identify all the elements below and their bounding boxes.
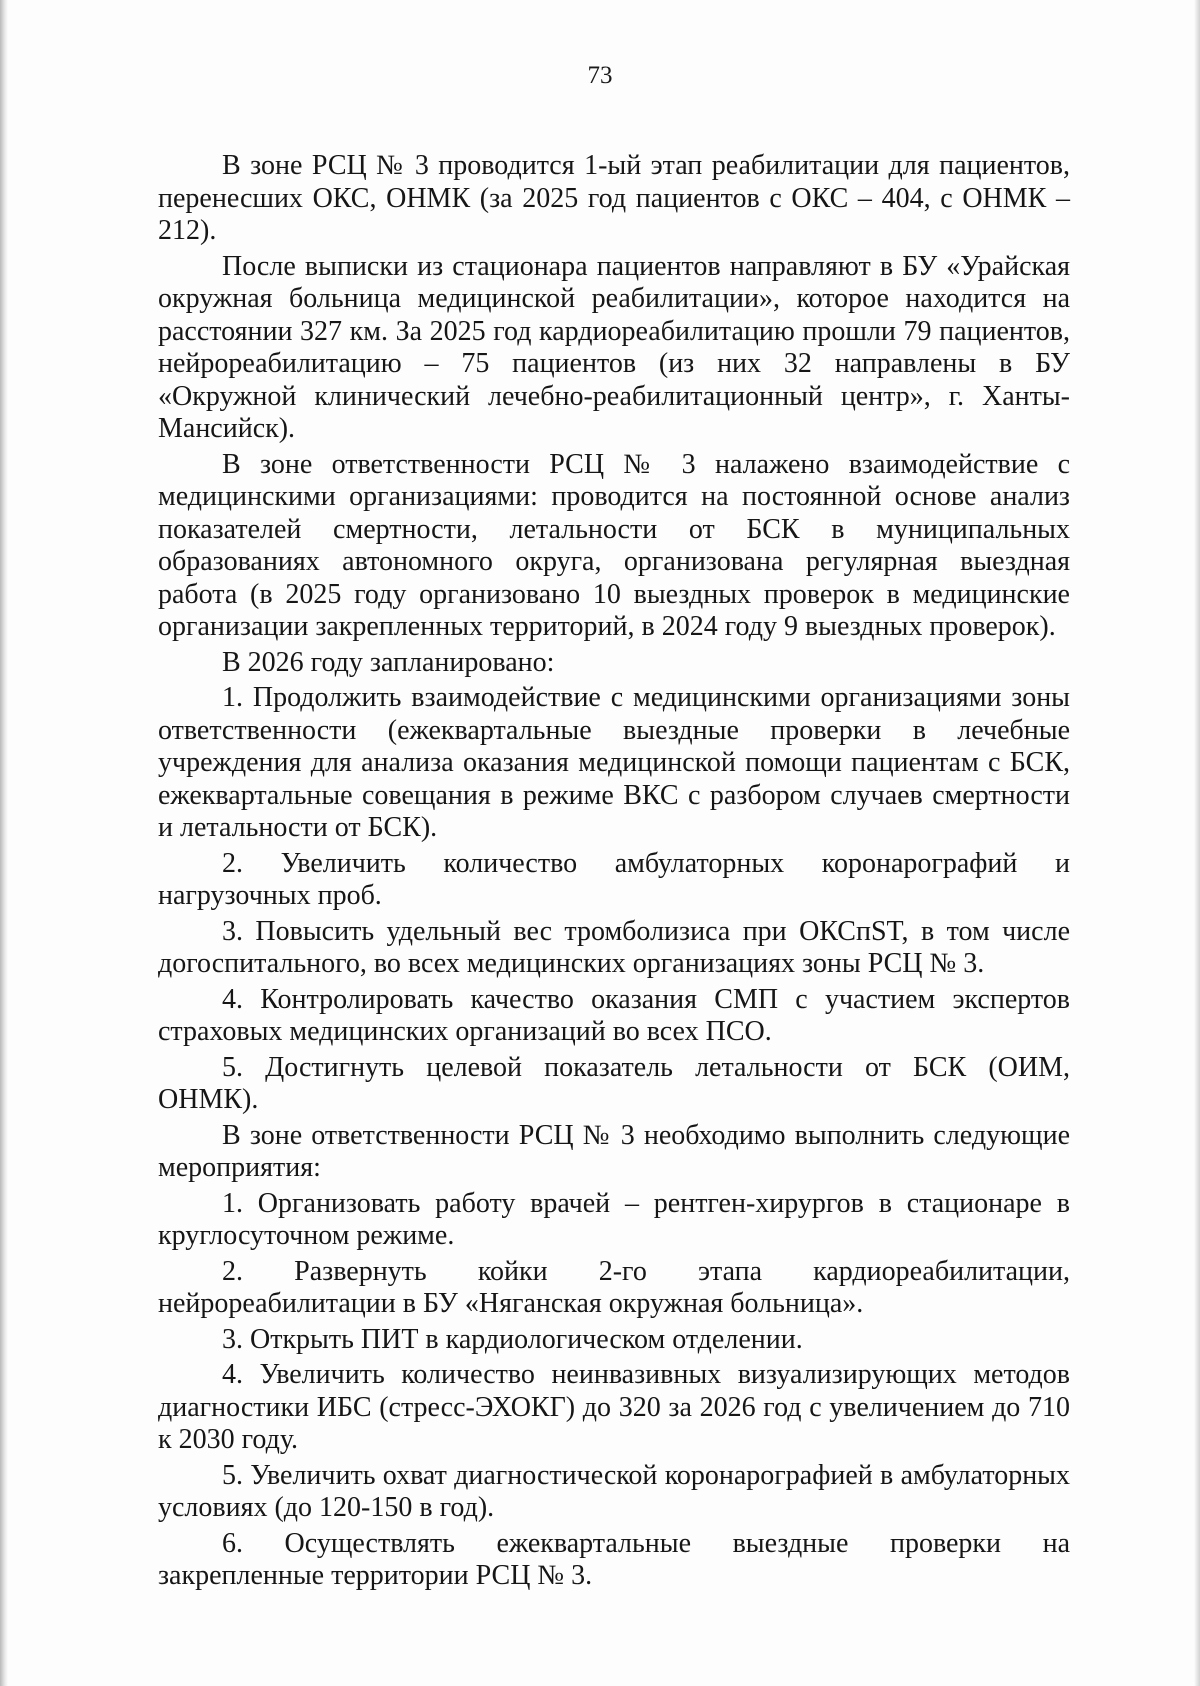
paragraph-cooperation: В зоне ответственности РСЦ № 3 налажено взаимодействие с медицинскими организациями: проводится на постоянной основе анализ показателей смертности, летальности от БСК в муниципальных образованиях автономного округа, организована регулярная выездная работа (в 2025 году организовано 10 выездных проверок в медицинские организации закрепленных территорий, в 2024 году 9 выездных проверок). xyxy=(158,448,1070,642)
plan-item-1: 1. Продолжить взаимодействие с медицинскими организациями зоны ответственности (ежеквартальные выездные проверки в лечебные учреждения для анализа оказания медицинской помощи пациентам с БСК, ежеквартальные совещания в режиме ВКС с разбором случаев смертности и летальности от БСК). xyxy=(158,682,1070,843)
document-body xyxy=(158,150,1070,1596)
scan-edge-right xyxy=(1194,0,1200,1686)
measure-item-4: 4. Увеличить количество неинвазивных визуализирующих методов диагностики ИБС (стресс-ЭХОКГ) до 320 за 2026 год с увеличением до 710 к 2030 году. xyxy=(158,1359,1070,1455)
paragraph-required-measures: В зоне ответственности РСЦ № 3 необходимо выполнить следующие мероприятия: xyxy=(158,1119,1070,1183)
measure-item-6: 6. Осуществлять ежеквартальные выездные проверки на закрепленные территории РСЦ № 3. xyxy=(158,1527,1070,1591)
plan-item-4: 4. Контролировать качество оказания СМП с участием экспертов страховых медицинских организаций во всех ПСО. xyxy=(158,983,1070,1047)
measure-item-2: 2. Развернуть койки 2-го этапа кардиореабилитации, нейрореабилитации в БУ «Няганская окружная больница». xyxy=(158,1255,1070,1319)
measure-item-1: 1. Организовать работу врачей – рентген-хирургов в стационаре в круглосуточном режиме. xyxy=(158,1187,1070,1251)
plan-item-3: 3. Повысить удельный вес тромболизиса при ОКСпST, в том числе догоспитального, во всех медицинских организациях зоны РСЦ № 3. xyxy=(158,915,1070,979)
paragraph-after-discharge: После выписки из стационара пациентов направляют в БУ «Урайская окружная больница медицинской реабилитации», которое находится на расстоянии 327 км. За 2025 год кардиореабилитацию прошли 79 пациентов, нейрореабилитацию – 75 пациентов (из них 32 направлены в БУ «Окружной клинический лечебно-реабилитационный центр», г. Ханты-Мансийск). xyxy=(158,250,1070,444)
paragraph-rehab-stage-1: В зоне РСЦ № 3 проводится 1-ый этап реабилитации для пациентов, перенесших ОКС, ОНМК (за 2025 год пациентов с ОКС – 404, с ОНМК – 212). xyxy=(158,150,1070,246)
paragraph-planned-2026: В 2026 году запланировано: xyxy=(222,646,555,678)
measure-item-5: 5. Увеличить охват диагностической коронарографией в амбулаторных условиях (до 120-150 в год). xyxy=(158,1459,1070,1523)
page-number: 73 xyxy=(587,62,613,89)
plan-item-2: 2. Увеличить количество амбулаторных коронарографий и нагрузочных проб. xyxy=(158,847,1070,911)
plan-item-5: 5. Достигнуть целевой показатель летальности от БСК (ОИМ, ОНМК). xyxy=(158,1051,1070,1115)
measure-item-3: 3. Открыть ПИТ в кардиологическом отделении. xyxy=(222,1323,803,1355)
scan-edge-left xyxy=(0,0,8,1686)
